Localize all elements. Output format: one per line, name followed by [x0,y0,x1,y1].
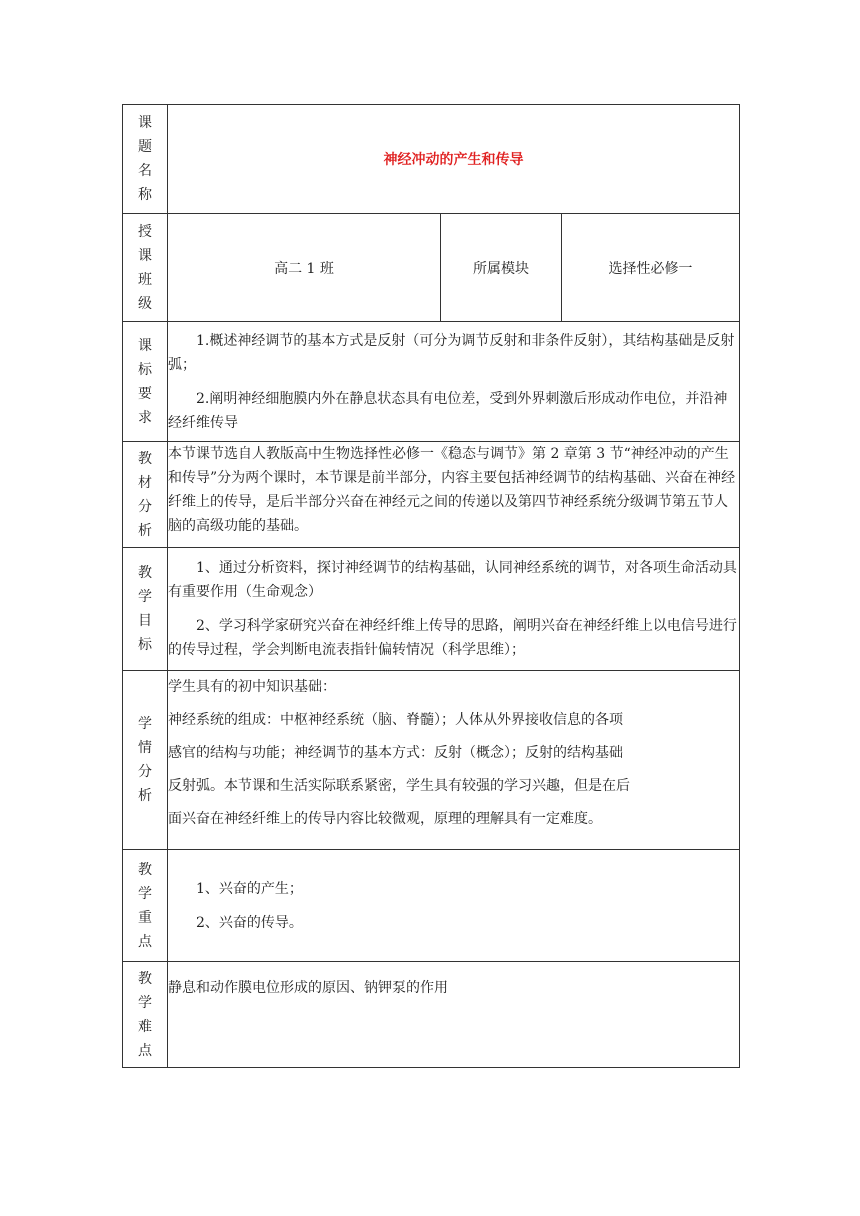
material-content [168,442,740,548]
standards-content [168,322,740,442]
standard-item-1: 1.概述神经调节的基本方式是反射（可分为调节反射和非条件反射），其结构基础是反射弧； [168,332,735,373]
difficulties-content [168,962,740,1068]
key-points-label: 教 学 重 点 [123,850,168,962]
students-line-4: 反射弧。本节课和生活实际联系紧密，学生具有较强的学习兴趣，但是在后 [168,778,630,794]
difficulties-text: 静息和动作膜电位形成的原因、钠钾泵的作用 [168,980,448,996]
row-goals [123,548,740,671]
class-value: 高二 1 班 [168,214,441,322]
row-difficulties [123,962,740,1068]
material-label: 教 材 分 析 [123,442,168,548]
topic-title: 神经冲动的产生和传导 [168,105,740,214]
row-students [123,671,740,850]
topic-label: 课 题 名 称 [123,105,168,214]
material-text: 本节课节选自人教版高中生物选择性必修一《稳态与调节》第 2 章第 3 节“神经冲动的产生和传导”分为两个课时，本节课是前半部分，内容主要包括神经调节的结构基础、兴奋在神经纤维上的传导，是后半部分兴奋在神经元之间的传递以及第四节神经系统分级调节第五节人脑的高级功能的基础。 [168,446,736,534]
difficulties-label: 教 学 难 点 [123,962,168,1068]
row-key-points [123,850,740,962]
class-label: 授 课 班 级 [123,214,168,322]
students-line-3: 感官的结构与功能；神经调节的基本方式：反射（概念）；反射的结构基础 [168,745,623,761]
row-class [123,214,740,322]
key-point-2: 2、兴奋的传导。 [196,914,303,931]
key-points-content [168,850,740,962]
standard-item-2: 2.阐明神经细胞膜内外在静息状态具有电位差，受到外界刺激后形成动作电位，并沿神经纤维传导 [168,390,728,431]
row-standards [123,322,740,442]
key-point-1: 1、兴奋的产生； [196,880,303,897]
row-material [123,442,740,548]
goals-label: 教 学 目 标 [123,548,168,671]
students-line-5: 面兴奋在神经纤维上的传导内容比较微观，原理的理解具有一定难度。 [168,811,602,827]
module-value: 选择性必修一 [562,214,740,322]
lesson-plan-table [122,104,740,1068]
goal-item-2: 2、学习科学家研究兴奋在神经纤维上传导的思路，阐明兴奋在神经纤维上以电信号进行的传导过程，学会判断电流表指针偏转情况（科学思维）； [168,618,737,658]
students-content [168,671,740,850]
students-label: 学 情 分 析 [123,671,168,850]
goal-item-1: 1、通过分析资料，探讨神经调节的结构基础，认同神经系统的调节，对各项生命活动具有重要作用（生命观念） [168,560,737,600]
goals-content [168,548,740,671]
students-line-1: 学生具有的初中知识基础： [168,679,336,695]
standards-label: 课 标 要 求 [123,322,168,442]
students-line-2: 神经系统的组成：中枢神经系统（脑、脊髓）；人体从外界接收信息的各项 [168,712,623,728]
module-label: 所属模块 [441,214,562,322]
row-topic [123,105,740,214]
